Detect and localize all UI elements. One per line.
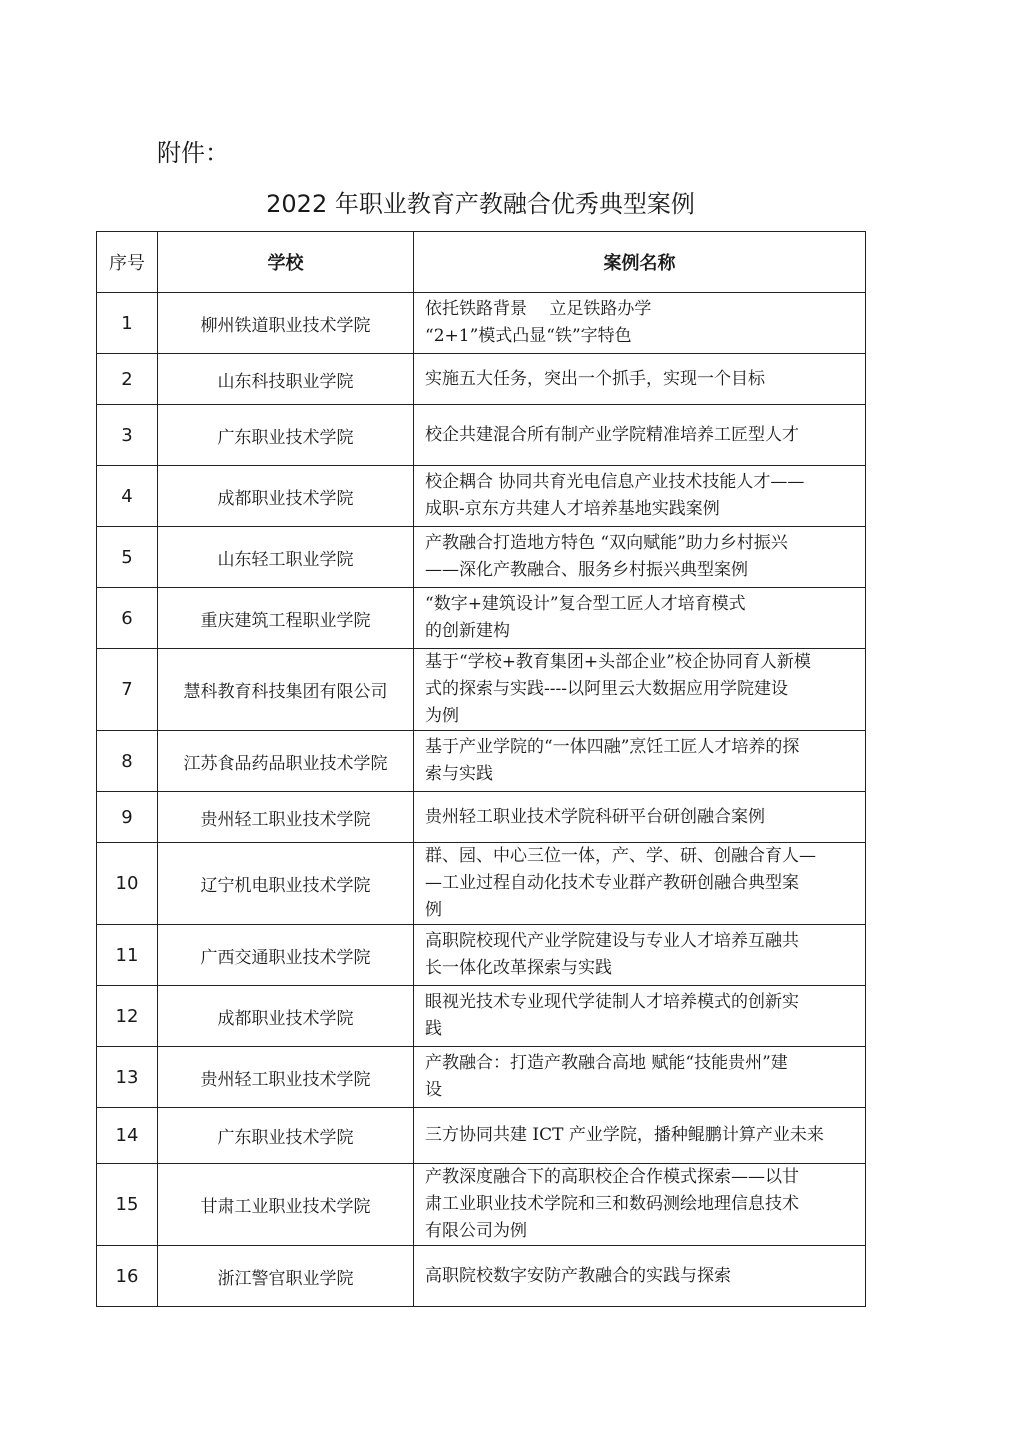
header-case-name: 案例名称 — [414, 232, 866, 293]
row-school: 柳州铁道职业技术学院 — [158, 293, 414, 354]
row-number: 11 — [97, 925, 158, 986]
header-serial-number: 序号 — [97, 232, 158, 293]
row-number: 4 — [97, 466, 158, 527]
row-case-name: 依托铁路背景 立足铁路办学 “2+1”模式凸显“铁”字特色 — [414, 293, 866, 354]
row-school: 慧科教育科技集团有限公司 — [158, 649, 414, 731]
row-number: 8 — [97, 731, 158, 792]
row-case-name: 高职院校现代产业学院建设与专业人才培养互融共 长一体化改革探索与实践 — [414, 925, 866, 986]
row-number: 1 — [97, 293, 158, 354]
document-title: 2022 年职业教育产教融合优秀典型案例 — [266, 190, 695, 218]
row-number: 6 — [97, 588, 158, 649]
row-number: 9 — [97, 792, 158, 843]
table-row — [97, 925, 866, 986]
row-school: 重庆建筑工程职业学院 — [158, 588, 414, 649]
row-case-name: 贵州轻工职业技术学院科研平台研创融合案例 — [414, 792, 866, 843]
table-header-row — [97, 232, 866, 293]
table-row — [97, 792, 866, 843]
row-school: 广东职业技术学院 — [158, 405, 414, 466]
row-number: 12 — [97, 986, 158, 1047]
row-case-name: 群、园、中心三位一体，产、学、研、创融合育人— —工业过程自动化技术专业群产教研创融合典型案 例 — [414, 843, 866, 925]
table-row — [97, 588, 866, 649]
row-number: 2 — [97, 354, 158, 405]
table-row — [97, 527, 866, 588]
table-row — [97, 405, 866, 466]
table-row — [97, 731, 866, 792]
row-number: 7 — [97, 649, 158, 731]
row-case-name: 基于产业学院的“一体四融”烹饪工匠人才培养的探 索与实践 — [414, 731, 866, 792]
row-school: 甘肃工业职业技术学院 — [158, 1164, 414, 1246]
table-row — [97, 843, 866, 925]
header-school: 学校 — [158, 232, 414, 293]
table-row — [97, 354, 866, 405]
row-number: 14 — [97, 1108, 158, 1164]
row-number: 16 — [97, 1246, 158, 1307]
row-school: 山东轻工职业学院 — [158, 527, 414, 588]
table-row — [97, 986, 866, 1047]
row-case-name: 基于“学校+教育集团+头部企业”校企协同育人新模 式的探索与实践----以阿里云大数据应用学院建设 为例 — [414, 649, 866, 731]
row-case-name: 校企耦合 协同共育光电信息产业技术技能人才—— 成职-京东方共建人才培养基地实践案例 — [414, 466, 866, 527]
row-number: 5 — [97, 527, 158, 588]
row-number: 13 — [97, 1047, 158, 1108]
row-number: 3 — [97, 405, 158, 466]
table-row — [97, 649, 866, 731]
row-case-name: 产教融合：打造产教融合高地 赋能“技能贵州”建 设 — [414, 1047, 866, 1108]
row-case-name: 产教融合打造地方特色 “双向赋能”助力乡村振兴 ——深化产教融合、服务乡村振兴典型案例 — [414, 527, 866, 588]
row-number: 15 — [97, 1164, 158, 1246]
row-school: 辽宁机电职业技术学院 — [158, 843, 414, 925]
row-case-name: 校企共建混合所有制产业学院精准培养工匠型人才 — [414, 405, 866, 466]
row-school: 贵州轻工职业技术学院 — [158, 792, 414, 843]
row-school: 广东职业技术学院 — [158, 1108, 414, 1164]
row-school: 江苏食品药品职业技术学院 — [158, 731, 414, 792]
table-row — [97, 1246, 866, 1307]
attachment-label: 附件： — [157, 139, 229, 167]
row-case-name: “数字+建筑设计”复合型工匠人才培育模式 的创新建构 — [414, 588, 866, 649]
row-case-name: 三方协同共建 ICT 产业学院，播种鲲鹏计算产业未来 — [414, 1108, 866, 1164]
table-row — [97, 466, 866, 527]
row-school: 广西交通职业技术学院 — [158, 925, 414, 986]
table-row — [97, 1047, 866, 1108]
row-school: 山东科技职业学院 — [158, 354, 414, 405]
row-case-name: 眼视光技术专业现代学徒制人才培养模式的创新实 践 — [414, 986, 866, 1047]
row-case-name: 高职院校数字安防产教融合的实践与探索 — [414, 1246, 866, 1307]
table-row — [97, 293, 866, 354]
row-school: 贵州轻工职业技术学院 — [158, 1047, 414, 1108]
table-row — [97, 1108, 866, 1164]
row-case-name: 实施五大任务，突出一个抓手，实现一个目标 — [414, 354, 866, 405]
cases-table — [96, 231, 866, 1307]
row-school: 成都职业技术学院 — [158, 986, 414, 1047]
row-school: 浙江警官职业学院 — [158, 1246, 414, 1307]
table-row — [97, 1164, 866, 1246]
row-number: 10 — [97, 843, 158, 925]
row-case-name: 产教深度融合下的高职校企合作模式探索——以甘 肃工业职业技术学院和三和数码测绘地理信息技术 有限公司为例 — [414, 1164, 866, 1246]
row-school: 成都职业技术学院 — [158, 466, 414, 527]
